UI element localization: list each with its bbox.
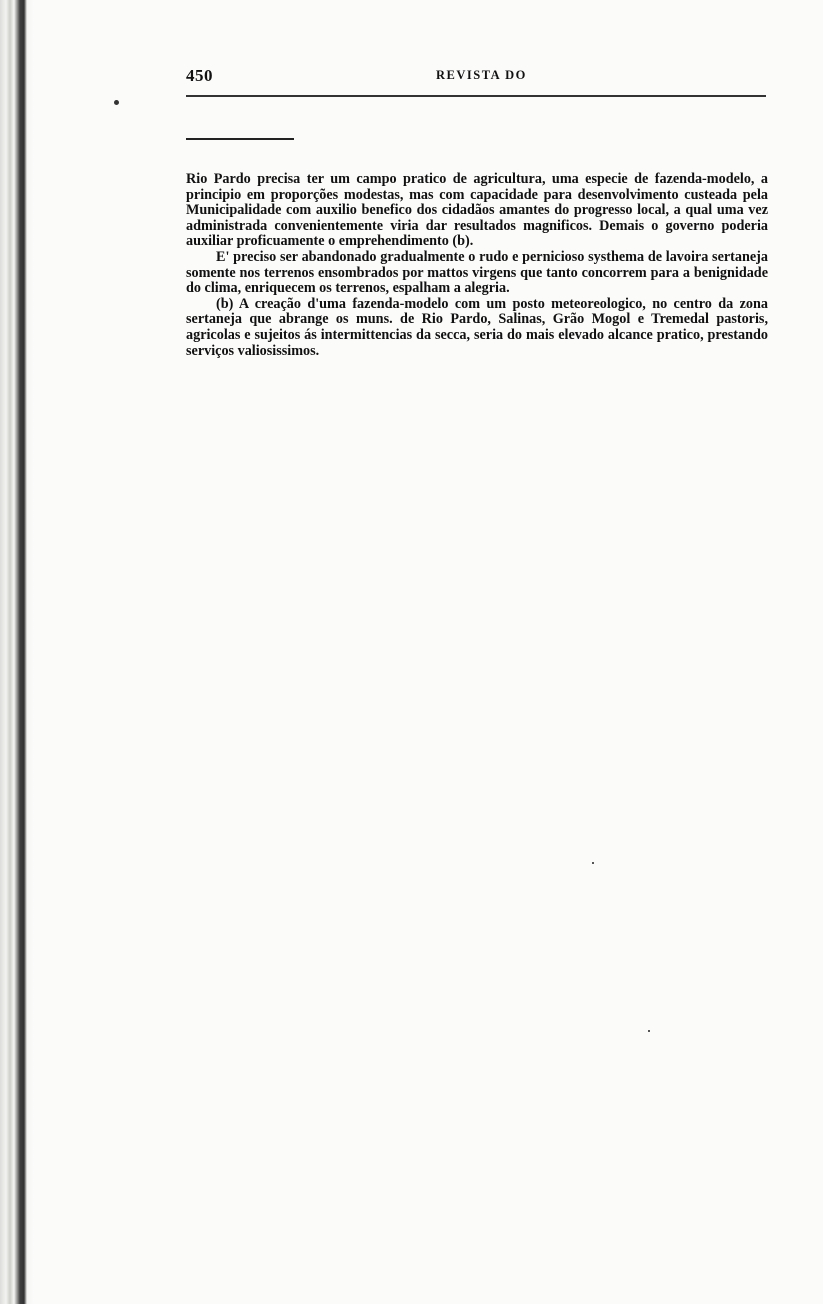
body-text [186, 172, 768, 359]
header-rule [186, 95, 766, 97]
page-header [186, 66, 766, 90]
book-binding-edge [0, 0, 34, 1304]
footnote: (b) A creação d'uma fazenda-modelo com um posto meteoreologico, no centro da zona sertaneja que abrange os muns. de Rio Pardo, Salinas, Grão Mogol e Tremedal pastoris, agricolas e sujeitos ás intermittencias da secca, seria do mais elevado alcance pratico, prestando serviços valiosissimos. [186, 295, 768, 359]
section-divider [186, 138, 294, 140]
ink-dot [114, 100, 119, 105]
paragraph: Rio Pardo precisa ter um campo pratico de agricultura, uma especie de fazenda-modelo, a principio em proporções modestas, mas com capacidade para desenvolvimento custeada pela Municipalidade com auxilio benefico dos cidadãos amantes do progresso local, a qual uma vez administrada convenientemente viria dar resultados magnificos. Demais o governo poderia auxiliar proficuamente o emprehendimento (b). [186, 171, 768, 250]
page-number: 450 [186, 66, 213, 85]
paragraph: E' preciso ser abandonado gradualmente o rudo e pernicioso systhema de lavoira sertaneja somente nos terrenos ensombrados por mattos virgens que tanto concorrem para a benignidade do clima, enriquecem os terrenos, espalham a alegria. [186, 248, 768, 297]
scan-speck [592, 862, 594, 864]
scan-speck [648, 1030, 650, 1032]
running-head: REVISTA DO [436, 68, 527, 82]
